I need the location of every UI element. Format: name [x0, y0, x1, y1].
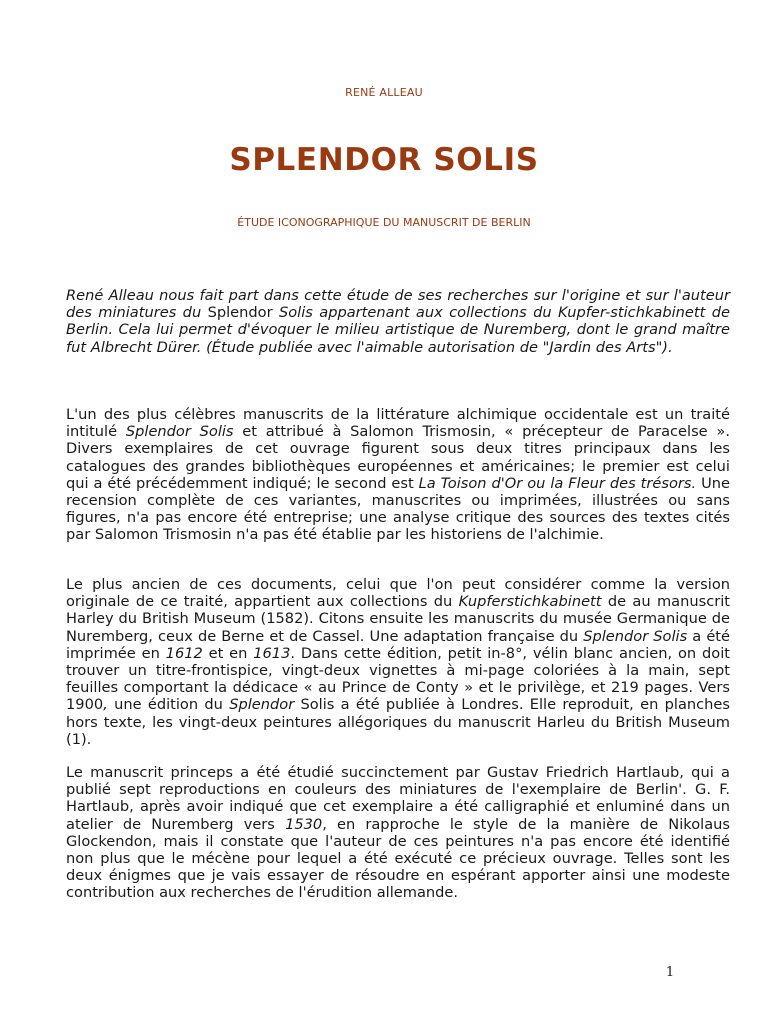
paragraph-text: L'un des plus célèbres manuscrits de la littérature alchimique occidentale est un traité intitulé: [66, 406, 730, 441]
italic-title: Splendor: [229, 696, 295, 714]
paragraph-text: a été imprimée en: [66, 627, 730, 662]
paragraph-text: , en rapproche le style de la manière de Nikolaus Glockendon, mais il constate que l'auteur de ces peintures n'a pas encore été identifié non plus que le mécène pour lequel a été exécuté ce précieux ouvrage. Telles sont les deux énigmes que je vais essayer de résoudre en espérant apporter ainsi une modeste contribution aux recherches de l'érudition allemande.: [66, 815, 730, 902]
body-paragraph-1: [66, 406, 730, 544]
body-paragraph-3: [66, 764, 730, 902]
italic-title: Splendor Solis: [125, 423, 234, 441]
italic-year: 1612: [165, 644, 203, 662]
intro-paragraph: [66, 287, 730, 356]
italic-title: Splendor Solis: [583, 627, 688, 645]
paragraph-text: Le plus ancien de ces documents, celui que l'on peut considérer comme la version originale de ce traité, appartient aux collections du: [66, 576, 730, 611]
paragraph-text: de au manuscrit Harley du British Museum (1582). Citons ensuite les manuscrits du musée Germanique de Nuremberg, ceux de Berne et de Cassel. Une adaptation française du: [66, 593, 731, 645]
paragraph-text: et attribué à Salomon Trismosin, « précepteur de Paracelse ». Divers exemplaires de cet ouvrage figurent sous deux titres principaux dans les catalogues des grandes bibliothèques européennes et américaines; le premier est celui qui a été précédemment indiqué; le second est: [66, 423, 730, 492]
intro-upright-text: Splendor: [207, 304, 279, 322]
italic-year: 1530: [285, 815, 323, 833]
page-number: 1: [665, 965, 675, 980]
intro-text: René Alleau nous fait part dans cette étude de ses recherches sur l'origine et sur l'auteur des miniatures du: [66, 287, 730, 322]
italic-term: Kupferstichkabinett: [458, 593, 602, 611]
italic-title: La Toison d'Or ou la Fleur des trésors.: [418, 474, 697, 492]
paragraph-text: une édition du: [107, 696, 230, 714]
intro-text: Solis: [278, 304, 313, 322]
paragraph-text: . Dans cette édition, petit in-8°, vélin blanc ancien, on doit trouver un titre-frontispice, vingt-deux vignettes à mi-page coloriées à la main, sept feuilles comportant la dédicace « au Prince de Conty » et le privilège, et 219 pages. Vers 1900: [66, 644, 730, 714]
intro-text: appartenant aux collections du Kupfer-stichkabinett de Berlin. Cela lui permet d'évoquer le milieu artistique de Nuremberg, dont le grand maître fut Albrecht Dürer. (Étude publiée avec l'aimable autorisation de "Jardin des Arts").: [66, 304, 730, 356]
italic-year: 1613: [253, 644, 291, 662]
italic-punctuation: ,: [103, 696, 108, 714]
author-name: RENÉ ALLEAU: [345, 86, 423, 99]
document-subtitle: ÉTUDE ICONOGRAPHIQUE DU MANUSCRIT DE BERLIN: [237, 216, 531, 229]
paragraph-text: Le manuscrit princeps a été étudié succinctement par Gustav Friedrich Hartlaub, qui a publié sept reproductions en couleurs des miniatures de l'exemplaire de Berlin'. G. F. Hartlaub, après avoir indiqué que cet exemplaire a été calligraphié et enluminé dans un atelier de Nuremberg vers: [66, 764, 730, 833]
paragraph-text: Solis a été publiée à Londres. Elle reproduit, en planches hors texte, les vingt-deux peintures allégoriques du manuscrit Harleu du British Museum (1).: [66, 696, 730, 748]
body-paragraph-2: [66, 576, 730, 748]
document-title: SPLENDOR SOLIS: [229, 142, 539, 178]
paragraph-text: Une recension complète de ces variantes, manuscrites ou imprimées, illustrées ou sans figures, n'a pas encore été entreprise; une analyse critique des sources des textes cités par Salomon Trismosin n'a pas été établie par les historiens de l'alchimie.: [66, 474, 730, 544]
paragraph-text: et en: [202, 644, 254, 662]
